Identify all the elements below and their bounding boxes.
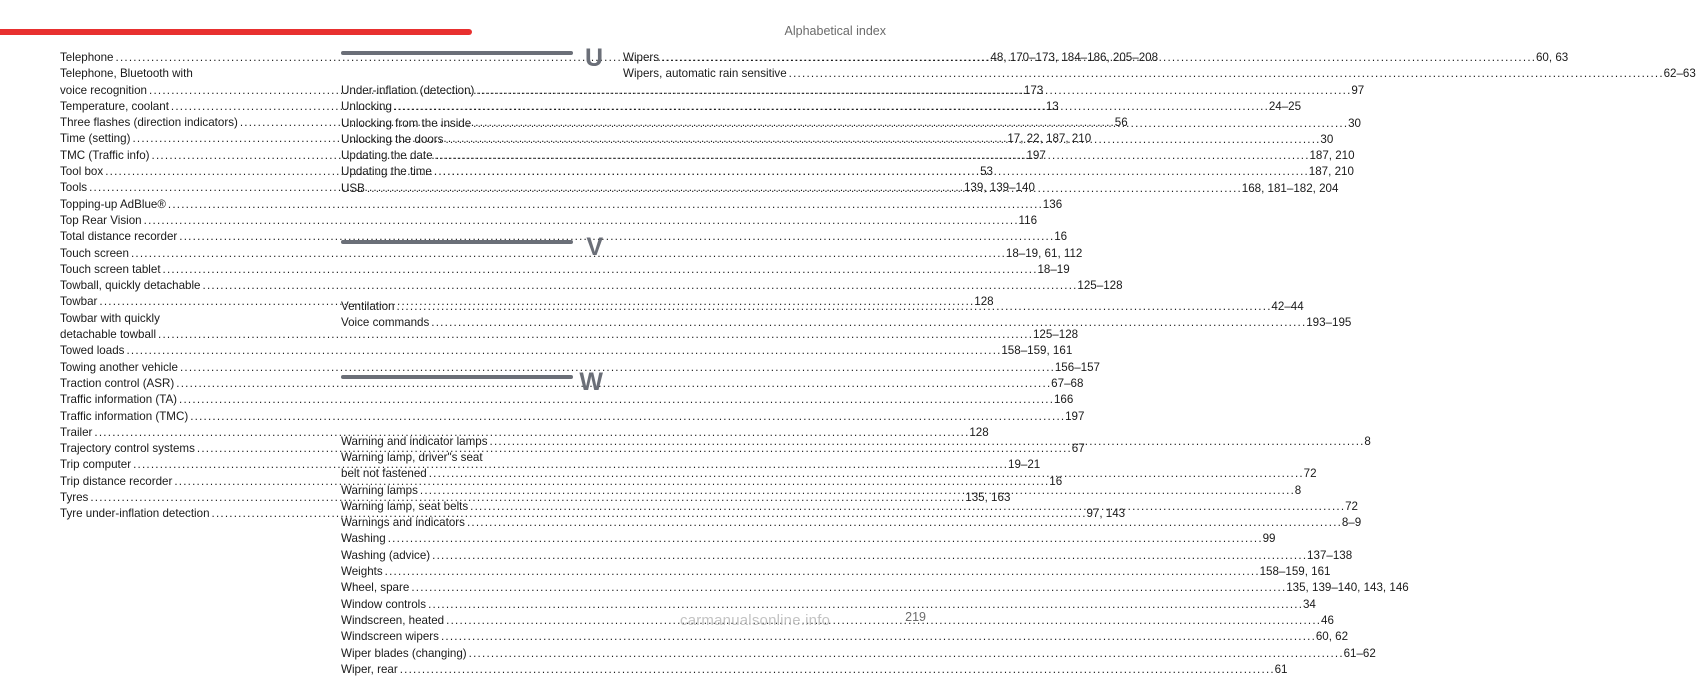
index-page-refs: 19–21 — [1008, 458, 1041, 472]
index-page-refs: 67 — [1071, 442, 1085, 456]
index-page-refs: 67–68 — [1051, 376, 1084, 390]
index-entry — [341, 629, 1349, 645]
index-page-refs: 187, 210 — [1309, 149, 1355, 163]
index-term: Tools — [60, 181, 88, 195]
index-page-refs: 197 — [1026, 148, 1046, 162]
index-entry — [60, 343, 1073, 359]
index-entry — [60, 246, 1083, 262]
index-entry — [341, 548, 1353, 564]
index-page-refs: 97 — [1351, 84, 1365, 97]
watermark: carmanualsonline.info — [680, 612, 831, 629]
index-term: Unlocking — [341, 100, 392, 114]
index-page-refs: 18–19, 61, 112 — [1005, 246, 1083, 260]
index-term: Voice commands — [341, 316, 430, 330]
index-page-refs: 168, 181–182, 204 — [1241, 181, 1339, 195]
index-page-refs: 197 — [1065, 409, 1085, 423]
letter-divider — [341, 367, 603, 432]
letter-divider — [341, 233, 603, 297]
index-page-refs: 13 — [1045, 99, 1059, 113]
index-entry — [60, 409, 1085, 425]
dot-leader — [176, 376, 1049, 392]
index-term: Trajectory control systems — [60, 442, 195, 456]
section-spacer — [341, 332, 603, 372]
dot-leader — [420, 483, 1293, 499]
index-term: Wiper, rear — [341, 662, 398, 676]
dot-leader — [203, 278, 1076, 294]
dot-leader — [473, 116, 1346, 132]
index-term: Top Rear Vision — [60, 213, 142, 227]
dot-leader — [441, 629, 1314, 645]
dot-leader — [367, 181, 1240, 197]
index-entry — [60, 392, 1074, 408]
section-title: Alphabetical index — [784, 24, 886, 38]
index-entry — [341, 646, 1376, 662]
index-term: Wipers, automatic rain sensitive — [623, 67, 787, 81]
index-page-refs: 16 — [1049, 474, 1063, 488]
index-term: Traffic information (TA) — [60, 393, 178, 407]
index-page-refs: 53 — [980, 165, 993, 179]
index-entry — [60, 278, 1123, 294]
dot-leader — [476, 83, 1349, 99]
index-term: Washing (advice) — [341, 548, 431, 562]
index-term: Weights — [341, 565, 383, 579]
letter-divider — [341, 44, 603, 81]
index-term: Three flashes (direction indicators) — [60, 116, 238, 130]
index-entry — [341, 597, 1316, 613]
index-entry — [60, 229, 1068, 245]
dot-leader — [435, 148, 1308, 164]
index-term: Tyres — [60, 491, 89, 505]
index-term: Towball, quickly detachable — [60, 279, 201, 293]
index-page-refs: 60, 62 — [1315, 630, 1349, 644]
index-term: Warning lamp, seat belts — [341, 499, 469, 513]
index-term: Warning lamp, driver"s seat — [341, 450, 483, 464]
letter-heading: U — [584, 44, 603, 72]
index-term: belt not fastened — [341, 467, 427, 481]
letter-heading: V — [586, 233, 603, 262]
index-page-refs: 46 — [1321, 613, 1334, 627]
index-page-refs: 8–9 — [1341, 516, 1362, 530]
index-entry — [623, 66, 1696, 82]
index-page-refs: 158–159, 161 — [1001, 344, 1073, 358]
index-term: Updating the time — [341, 165, 432, 179]
index-term: Windscreen wipers — [341, 630, 439, 644]
index-entry — [60, 376, 1084, 392]
index-entry — [341, 315, 1352, 331]
index-page-refs: 60, 63 — [1535, 51, 1569, 64]
index-term: Telephone — [60, 51, 114, 64]
index-page-refs: 48, 170–173, 184–186, 205–208 — [990, 51, 1159, 64]
index-page-refs: 125–128 — [1077, 279, 1123, 293]
index-term: Warning and indicator lamps — [341, 434, 488, 448]
index-term: Tool box — [60, 165, 104, 179]
index-page-refs: 97, 143 — [1086, 507, 1126, 521]
index-term: Wheel, spare — [341, 581, 410, 595]
index-term: Trip computer — [60, 458, 132, 472]
index-entry — [60, 360, 1100, 376]
index-page-refs: 8 — [1294, 483, 1302, 497]
dot-leader — [179, 392, 1052, 408]
index-entry — [341, 580, 1409, 596]
index-page-refs: 24–25 — [1268, 100, 1302, 114]
index-page-refs: 99 — [1262, 532, 1276, 546]
letter-heading: W — [579, 367, 603, 396]
index-term: TMC (Traffic info) — [60, 148, 150, 162]
index-term: Wipers — [623, 51, 660, 64]
index-page-refs: 136 — [1042, 197, 1063, 211]
index-entry — [341, 564, 1331, 580]
index-term: detachable towball — [60, 328, 157, 342]
index-page-refs: 128 — [969, 425, 989, 439]
index-page-refs: 17, 22, 187, 210 — [1007, 132, 1092, 146]
index-page-refs: 156–157 — [1054, 360, 1100, 374]
page-number: 219 — [905, 610, 926, 624]
index-entry — [341, 662, 1288, 678]
index-term: Total distance recorder — [60, 230, 178, 244]
index-page-refs: 8 — [1364, 434, 1371, 448]
index-page-refs: 30 — [1348, 116, 1361, 130]
dot-leader — [388, 531, 1261, 547]
index-page-refs: 128 — [974, 295, 994, 309]
index-term: Towed loads — [60, 344, 125, 358]
index-page-refs: 125–128 — [1032, 328, 1079, 342]
index-page-refs: 62–63 — [1663, 67, 1696, 81]
dot-leader — [180, 360, 1053, 376]
index-page-refs: 34 — [1302, 597, 1316, 611]
index-page-refs: 61 — [1274, 662, 1288, 676]
index-entry — [60, 197, 1063, 213]
dot-leader — [168, 197, 1041, 213]
index-term: Touch screen — [60, 246, 129, 260]
section-spacer — [341, 197, 603, 237]
index-entry — [341, 515, 1362, 531]
letter-divider-rule — [341, 240, 573, 244]
dot-leader — [179, 229, 1052, 245]
dot-leader — [190, 409, 1063, 425]
index-entry — [60, 66, 322, 82]
index-page-refs: 166 — [1053, 393, 1074, 407]
index-term: USB — [341, 181, 365, 195]
index-term: Temperature, coolant — [60, 99, 169, 113]
dot-leader — [411, 580, 1284, 596]
dot-leader — [661, 50, 1534, 66]
index-page-refs: 56 — [1114, 116, 1128, 130]
index-term: Trip distance recorder — [60, 474, 173, 488]
index-entry — [341, 450, 603, 466]
index-page-refs: 72 — [1345, 499, 1358, 513]
index-page-refs: 18–19 — [1037, 262, 1070, 276]
index-term: Towing another vehicle — [60, 360, 178, 374]
dot-leader — [385, 564, 1258, 580]
dot-leader — [490, 434, 1363, 450]
index-term: Ventilation — [341, 300, 395, 314]
index-term: Trailer — [60, 425, 93, 439]
index-page-refs: 61–62 — [1343, 646, 1376, 660]
index-term: voice recognition — [60, 83, 148, 97]
dot-leader — [394, 99, 1267, 115]
index-page-refs: 72 — [1303, 467, 1317, 481]
index-term: Warning lamps — [341, 483, 418, 497]
dot-leader — [400, 662, 1273, 678]
index-term: Windscreen, heated — [341, 613, 445, 627]
index-term: Tyre under-inflation detection — [60, 507, 210, 521]
dot-leader — [470, 499, 1343, 515]
index-term: Updating the date — [341, 149, 433, 163]
index-page-refs: 16 — [1054, 230, 1068, 244]
index-page-refs: 30 — [1320, 132, 1334, 146]
dot-leader — [789, 66, 1662, 82]
index-page-refs: 193–195 — [1306, 316, 1352, 330]
index-page-refs: 42–44 — [1271, 300, 1304, 314]
index-term: Window controls — [341, 597, 427, 611]
dot-leader — [428, 597, 1301, 613]
index-entry — [60, 327, 1079, 343]
letter-divider-rule — [341, 375, 573, 379]
index-entry — [60, 213, 1038, 229]
index-term: Time (setting) — [60, 132, 131, 146]
index-term: Telephone, Bluetooth with — [60, 67, 193, 81]
header-accent-bar — [0, 29, 472, 35]
dot-leader — [432, 548, 1305, 564]
index-page-refs: 173 — [1023, 83, 1044, 97]
index-term: Towbar — [60, 295, 98, 309]
letter-divider-rule — [341, 51, 573, 55]
dot-leader — [469, 646, 1342, 662]
index-term: Traffic information (TMC) — [60, 409, 189, 423]
index-term: Touch screen tablet — [60, 262, 161, 276]
dot-leader — [397, 299, 1270, 315]
index-term: Washing — [341, 532, 386, 546]
index-term: Under-inflation (detection) — [341, 84, 475, 97]
index-term: Towbar with quickly — [60, 311, 160, 325]
index-page-refs: 187, 210 — [1308, 165, 1354, 179]
index-page-refs: 135, 139–140, 143, 146 — [1286, 581, 1409, 595]
dot-leader — [446, 613, 1319, 629]
dot-leader — [467, 515, 1340, 531]
index-entry — [60, 262, 1070, 278]
index-term: Unlocking from the inside — [341, 116, 472, 130]
index-page-refs: 158–159, 161 — [1259, 565, 1331, 579]
index-term: Topping-up AdBlue® — [60, 197, 166, 211]
dot-leader — [431, 315, 1304, 331]
index-term: Unlocking the doors — [341, 132, 444, 146]
index-term: Warnings and indicators — [341, 516, 465, 530]
index-page-refs: 135, 163 — [965, 491, 1011, 505]
index-entry — [60, 311, 322, 327]
dot-leader — [434, 164, 1307, 180]
index-entry — [341, 531, 1276, 547]
index-page-refs: 137–138 — [1307, 548, 1353, 562]
dot-leader — [429, 466, 1302, 482]
dot-leader — [445, 132, 1318, 148]
index-term: Wiper blades (changing) — [341, 646, 467, 660]
index-page-refs: 139, 139–140 — [963, 181, 1035, 195]
index-page-refs: 116 — [1018, 213, 1038, 227]
index-term: Traction control (ASR) — [60, 376, 175, 390]
